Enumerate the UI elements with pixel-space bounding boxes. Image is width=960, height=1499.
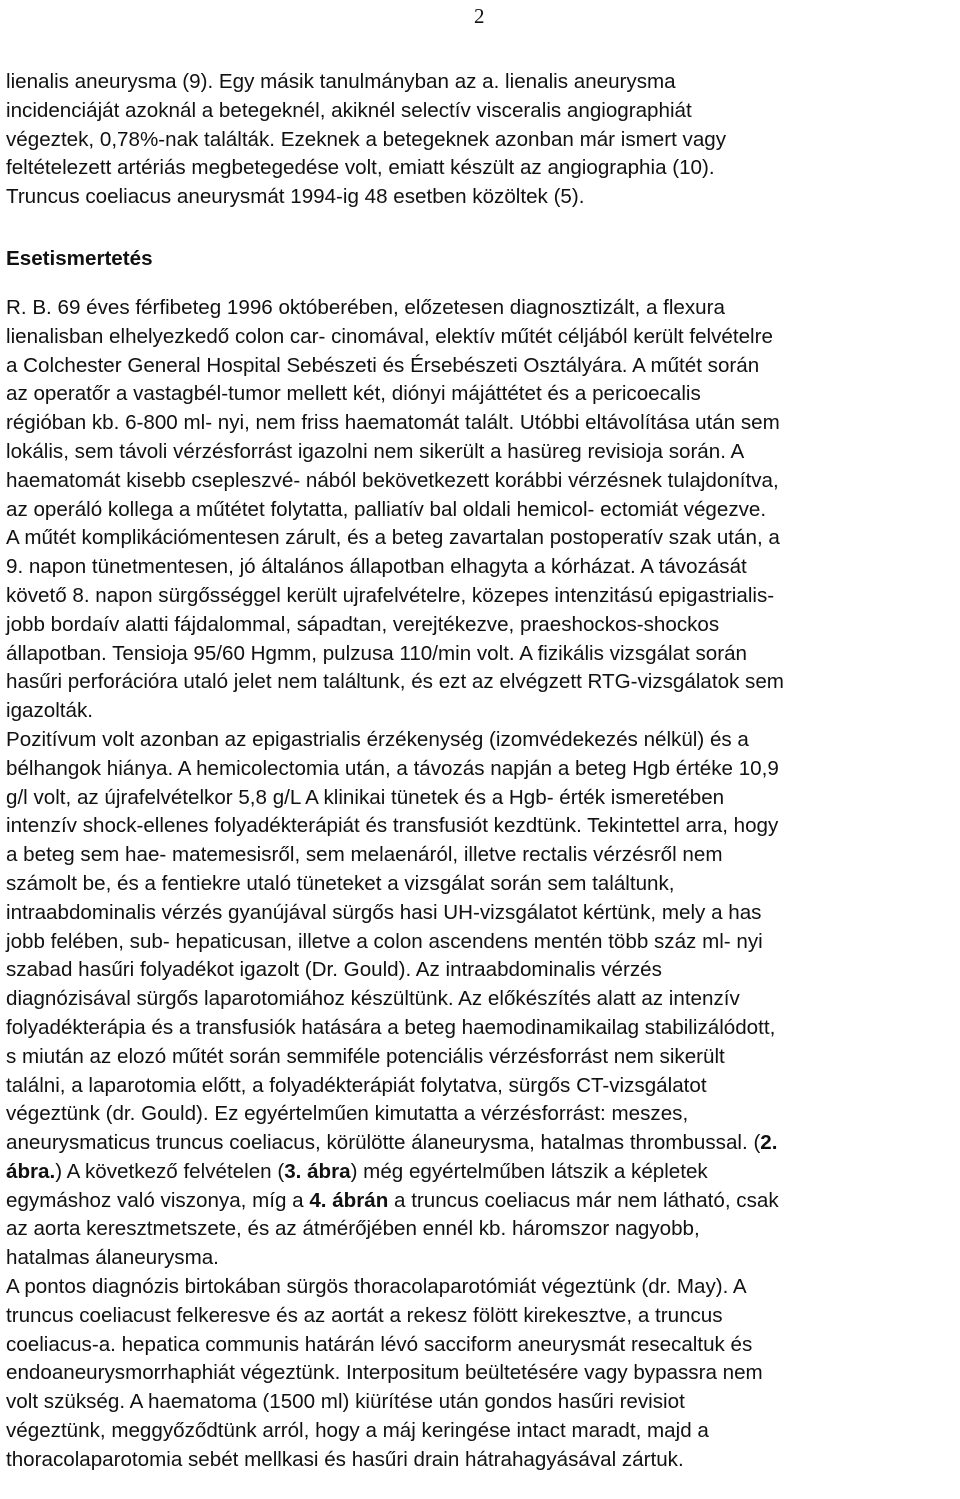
- text-line: [6, 1158, 954, 1187]
- text-line: endoaneurysmorrhaphiát végeztünk. Interpositum beültetésére vagy bypassra nem: [6, 1361, 763, 1385]
- text-line: thoracolaparotomia sebét mellkasi és hasűri drain hátrahagyásával zártuk.: [6, 1447, 684, 1471]
- text-line: s miután az elozó műtét során semmiféle potenciális vérzésforrást nem sikerült: [6, 1044, 725, 1068]
- text-line: lokális, sem távoli vérzésforrást igazolni nem sikerült a hasüreg revisioja során. A: [6, 439, 745, 463]
- text-line: végeztek, 0,78%-nak találták. Ezeknek a betegeknek azonban már ismert vagy: [6, 127, 727, 151]
- intro-paragraph: [6, 68, 954, 212]
- text-line: állapotban. Tensioja 95/60 Hgmm, pulzusa 110/min volt. A fizikális vizsgálat során: [6, 641, 748, 665]
- figure-ref-text: egymáshoz való viszonya, míg a: [6, 1188, 310, 1212]
- figure-ref-text: ) A következő felvételen (: [55, 1159, 285, 1183]
- text-line: az operáló kollega a műtétet folytatta, palliatív bal oldali hemicol- ectomiát végezve.: [6, 497, 767, 521]
- text-line: folyadékterápia és a transfusiók hatására a beteg haemodinamikailag stabilizálódott,: [6, 1015, 776, 1039]
- text-line: intraabdominalis vérzés gyanújával sürgős hasi UH-vizsgálatot kértünk, mely a has: [6, 900, 762, 924]
- text-line: Pozitívum volt azonban az epigastrialis érzékenység (izomvédekezés nélkül) és a: [6, 727, 749, 751]
- text-line: szabad hasűri folyadékot igazolt (Dr. Gould). Az intraabdominalis vérzés: [6, 958, 662, 982]
- text-line: diagnózisával sürgős laparotomiához készültünk. Az előkészítés alatt az intenzív: [6, 987, 740, 1011]
- text-line: hatalmas álaneurysma.: [6, 1246, 219, 1270]
- text-line: A pontos diagnózis birtokában sürgös thoracolaparotómiát végeztünk (dr. May). A: [6, 1275, 747, 1299]
- figure-ref-text: ) még egyértelműben látszik a képletek: [350, 1159, 708, 1183]
- figure-ref-4: 4. ábrán: [309, 1188, 389, 1212]
- text-line: incidenciáját azoknál a betegeknél, akiknél selectív visceralis angiographiát: [6, 98, 692, 122]
- text-line: [6, 1129, 954, 1158]
- section-heading: Esetismertetés: [6, 246, 153, 270]
- text-line: volt szükség. A haematoma (1500 ml) kiürítése után gondos hasűri revisiot: [6, 1390, 685, 1414]
- text-line: jobb bordaív alatti fájdalommal, sápadtan, verejtékezve, praeshockos-shockos: [6, 612, 720, 636]
- text-line: lienalis aneurysma (9). Egy másik tanulmányban az a. lienalis aneurysma: [6, 70, 676, 93]
- text-line: feltételezett artériás megbetegedése volt, emiatt készült az angiographia (10).: [6, 156, 715, 180]
- text-line: követő 8. napon sürgősséggel került ujrafelvételre, közepes intenzitású epigastrialis-: [6, 583, 775, 607]
- figure-ref-3: 3. ábra: [284, 1159, 351, 1183]
- text-line: az operatőr a vastagbél-tumor mellett két, diónyi májáttétet és a pericoecalis: [6, 382, 701, 406]
- text-line: intenzív shock-ellenes folyadékterápiát és transfusiót kezdtünk. Tekintettel arra, hogy: [6, 814, 779, 838]
- text-line: végeztünk (dr. Gould). Ez egyértelműen kimutatta a vérzésforrást: meszes,: [6, 1102, 689, 1126]
- text-line: a Colchester General Hospital Sebészeti és Érsebészeti Osztályára. A műtét során: [6, 353, 760, 377]
- text-line: coeliacus-a. hepatica communis határán lévó sacciform aneurysmát resecaltuk és: [6, 1332, 753, 1356]
- text-line: számolt be, és a fentiekre utaló tüneteket a vizsgálat során sem találtunk,: [6, 871, 675, 895]
- text-line: igazolták.: [6, 699, 94, 723]
- text-line: bélhangok hiánya. A hemicolectomia után, a távozás napján a beteg Hgb értéke 10,9: [6, 756, 779, 780]
- text-line: Truncus coeliacus aneurysmát 1994-ig 48 esetben közöltek (5).: [6, 185, 585, 209]
- text-line: 9. napon tünetmentesen, jó általános állapotban elhagyta a kórházat. A távozását: [6, 555, 747, 579]
- case-paragraph: [6, 294, 954, 726]
- document-body: [6, 68, 954, 1475]
- text-line: a beteg sem hae- matemesisről, sem melaenáról, illetve rectalis vérzésről nem: [6, 843, 723, 867]
- figure-ref-text: aneurysmaticus truncus coeliacus, körülötte álaneurysma, hatalmas thrombussal. (: [6, 1131, 761, 1155]
- text-line: R. B. 69 éves férfibeteg 1996 októberében, előzetesen diagnosztizált, a flexura: [6, 295, 725, 319]
- figure-ref-2: 2.: [760, 1131, 778, 1155]
- text-line: végeztünk, meggyőződtünk arról, hogy a máj keringése intact maradt, majd a: [6, 1419, 709, 1443]
- text-line: [6, 1187, 954, 1216]
- text-line: lienalisban elhelyezkedő colon car- cinomával, elektív műtét céljából került felvételre: [6, 324, 773, 348]
- text-line: az aorta keresztmetszete, és az átmérőjében ennél kb. háromszor nagyobb,: [6, 1217, 700, 1241]
- positive-findings-paragraph: [6, 726, 954, 1273]
- text-line: régióban kb. 6-800 ml- nyi, nem friss haematomát talált. Utóbbi eltávolítása után sem: [6, 411, 780, 435]
- text-line: haematomát kisebb csepleszvé- nából bekövetkezett korábbi vérzésnek tulajdonítva,: [6, 468, 779, 492]
- figure-ref-2-label: ábra.: [6, 1159, 56, 1183]
- text-line: g/l volt, az újrafelvételkor 5,8 g/L A klinikai tünetek és a Hgb- érték ismeretében: [6, 785, 725, 809]
- text-line: A műtét komplikációmentesen zárult, és a beteg zavartalan postoperatív szak után, a: [6, 526, 780, 550]
- page-number: 2: [474, 4, 485, 28]
- surgery-paragraph: [6, 1273, 954, 1475]
- text-line: találni, a laparotomia előtt, a folyadékterápiát folytatva, sürgős CT-vizsgálatot: [6, 1073, 707, 1097]
- text-line: hasűri perforációra utaló jelet nem találtunk, és ezt az elvégzett RTG-vizsgálatok sem: [6, 670, 784, 694]
- text-line: jobb felében, sub- hepaticusan, illetve a colon ascendens mentén több száz ml- nyi: [6, 929, 763, 953]
- text-line: truncus coeliacust felkeresve és az aortát a rekesz fölött kirekesztve, a truncus: [6, 1303, 723, 1327]
- figure-ref-text: a truncus coeliacus már nem látható, csak: [388, 1188, 779, 1212]
